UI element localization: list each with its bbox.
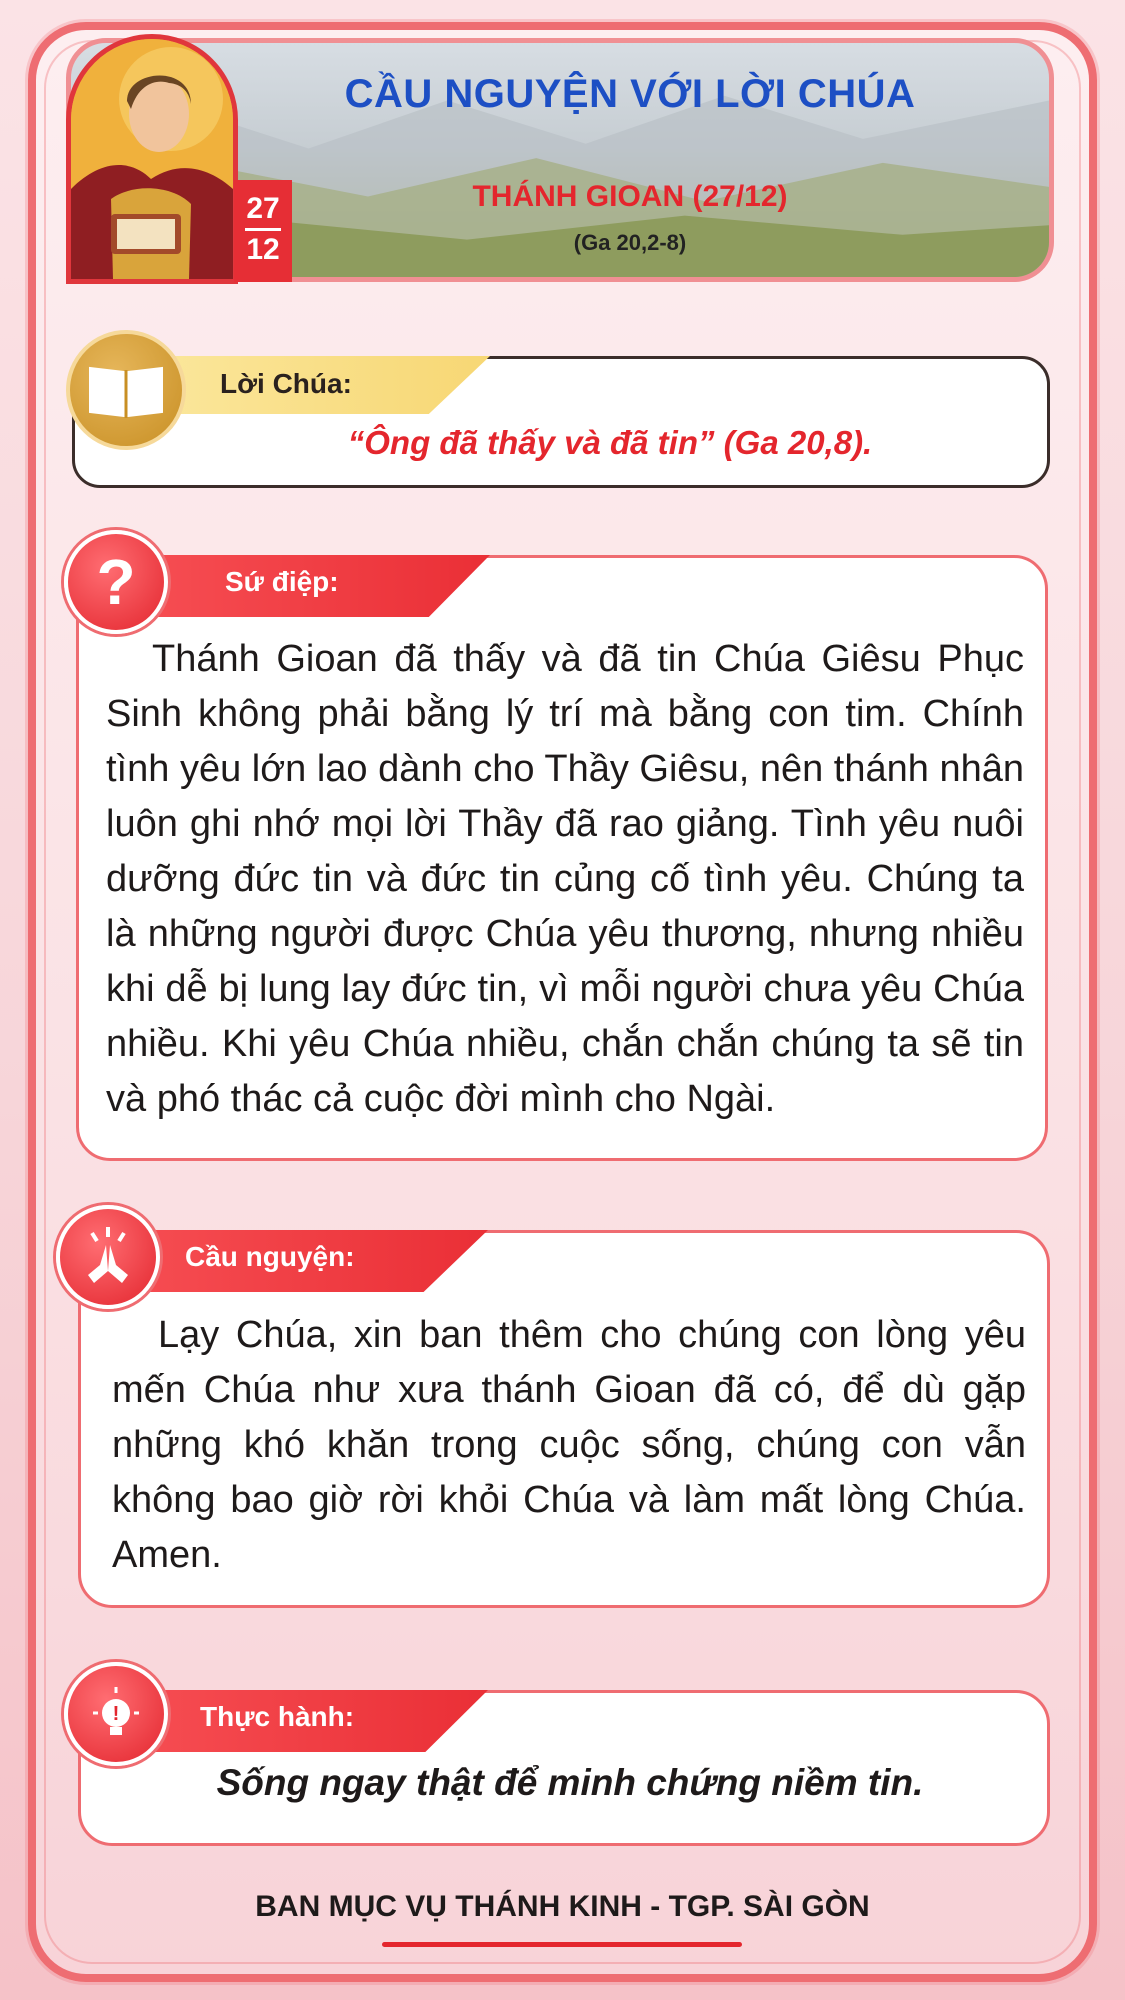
scripture-reference: (Ga 20,2-8) — [573, 230, 687, 255]
practice-text: Sống ngay thật để minh chứng niềm tin. — [216, 1762, 924, 1803]
praying-hands-icon — [56, 1205, 160, 1309]
svg-text:!: ! — [112, 1703, 120, 1725]
page-title: CẦU NGUYỆN VỚI LỜI CHÚA — [344, 72, 916, 116]
footer-underline — [382, 1942, 742, 1947]
lightbulb-icon — [64, 1662, 168, 1766]
date-badge — [234, 180, 292, 282]
message-text: Thánh Gioan đã thấy và đã tin Chúa Giêsu Phục Sinh không phải bằng lý trí mà bằng con tim. Chính tình yêu lớn lao dành cho Thầy Giêsu, nên thánh nhân luôn ghi nhớ mọi lời Thầy đã rao giảng. Tình yêu nuôi dưỡng đức tin và đức tin củng cố tình yêu. Chúng ta là những người được Chúa yêu thương, nhưng nhiều khi dễ bị lung lay đức tin, vì mỗi người chưa yêu Chúa nhiều. Khi yêu Chúa nhiều, chắn chắn chúng ta sẽ tin và phó thác cả cuộc đời mình cho Ngài. — [106, 638, 1024, 1120]
book-icon — [66, 330, 186, 450]
footer-credit: BAN MỤC VỤ THÁNH KINH - TGP. SÀI GÒN — [255, 1890, 870, 1923]
saint-john-portrait — [66, 34, 238, 284]
prayer-text: Lạy Chúa, xin ban thêm cho chúng con lòng yêu mến Chúa như xưa thánh Gioan đã có, để dù gặp những khó khăn trong cuộc sống, chúng con vẫn không bao giờ rời khỏi Chúa và làm mất lòng Chúa. Amen. — [112, 1314, 1026, 1576]
question-icon: ? — [64, 530, 168, 634]
page-subtitle: THÁNH GIOAN (27/12) — [472, 180, 788, 213]
word-of-god-label: Lời Chúa: — [220, 368, 352, 399]
practice-label: Thực hành: — [200, 1701, 355, 1732]
message-label: Sứ điệp: — [225, 566, 339, 597]
prayer-label: Cầu nguyện: — [185, 1241, 355, 1272]
word-of-god-text: “Ông đã thấy và đã tin” (Ga 20,8). — [347, 424, 873, 461]
date-month: 12 — [246, 233, 280, 266]
date-day: 27 — [246, 192, 280, 225]
